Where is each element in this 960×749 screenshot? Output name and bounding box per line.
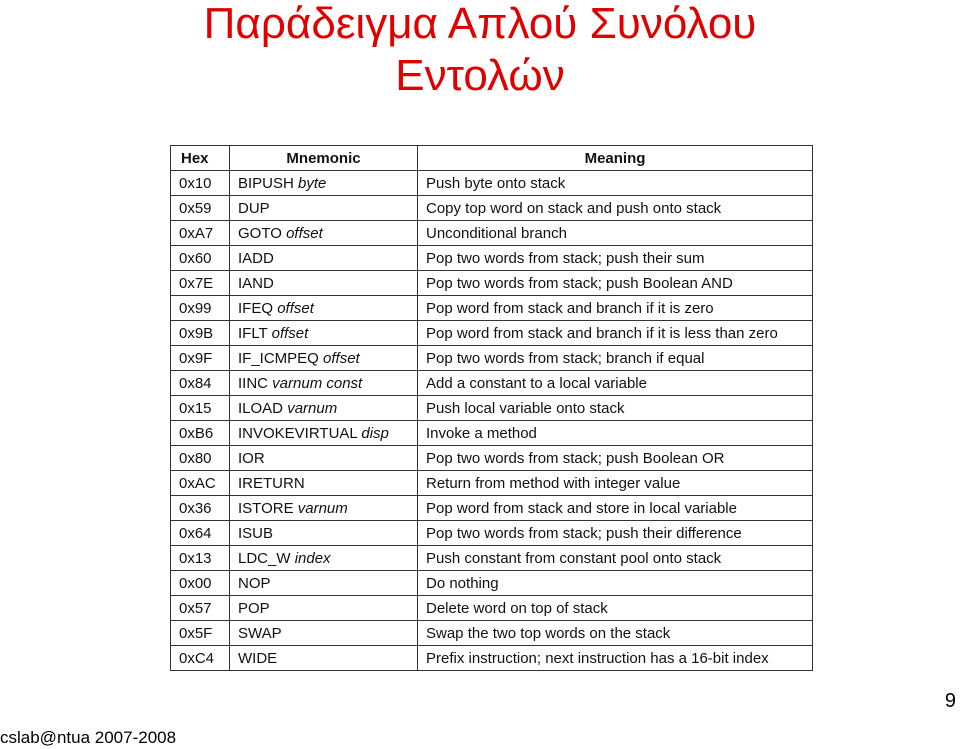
meaning-cell: Pop two words from stack; push their difference <box>418 521 813 546</box>
mnemonic-cell <box>230 446 418 471</box>
table-row <box>171 246 813 271</box>
hex-cell: 0x57 <box>171 596 230 621</box>
table-body <box>171 171 813 671</box>
table-row <box>171 271 813 296</box>
table-header-row <box>171 146 813 171</box>
mnemonic-operand: index <box>294 549 331 567</box>
meaning-cell: Pop word from stack and store in local variable <box>418 496 813 521</box>
meaning-cell: Pop two words from stack; push Boolean AND <box>418 271 813 296</box>
mnemonic-cell <box>230 571 418 596</box>
hex-cell: 0xA7 <box>171 221 230 246</box>
table-row <box>171 321 813 346</box>
mnemonic-name: ILOAD <box>238 399 284 417</box>
mnemonic-operand: offset <box>277 299 314 317</box>
mnemonic-name: IRETURN <box>238 474 305 492</box>
meaning-cell: Prefix instruction; next instruction has a 16-bit index <box>418 646 813 671</box>
slide-title <box>0 0 960 102</box>
table-row <box>171 446 813 471</box>
mnemonic-cell <box>230 471 418 496</box>
mnemonic-name: POP <box>238 599 270 617</box>
mnemonic-cell <box>230 271 418 296</box>
mnemonic-name: IADD <box>238 249 274 267</box>
mnemonic-name: DUP <box>238 199 270 217</box>
meaning-cell: Invoke a method <box>418 421 813 446</box>
mnemonic-operand: offset <box>323 349 360 367</box>
mnemonic-cell <box>230 346 418 371</box>
mnemonic-cell <box>230 321 418 346</box>
table-row <box>171 571 813 596</box>
table-row <box>171 371 813 396</box>
mnemonic-name: IFLT <box>238 324 268 342</box>
table-row <box>171 396 813 421</box>
table-row <box>171 421 813 446</box>
mnemonic-cell <box>230 646 418 671</box>
meaning-cell: Delete word on top of stack <box>418 596 813 621</box>
mnemonic-cell <box>230 546 418 571</box>
header-meaning: Meaning <box>418 146 813 171</box>
mnemonic-cell <box>230 221 418 246</box>
hex-cell: 0xAC <box>171 471 230 496</box>
table-row <box>171 171 813 196</box>
mnemonic-cell <box>230 621 418 646</box>
mnemonic-operand: varnum const <box>272 374 363 392</box>
meaning-cell: Push byte onto stack <box>418 171 813 196</box>
table-row <box>171 221 813 246</box>
page-number: 9 <box>944 690 956 712</box>
table-row <box>171 346 813 371</box>
header-hex: Hex <box>171 146 230 171</box>
mnemonic-cell <box>230 596 418 621</box>
hex-cell: 0x60 <box>171 246 230 271</box>
mnemonic-name: IAND <box>238 274 274 292</box>
mnemonic-cell <box>230 396 418 421</box>
mnemonic-cell <box>230 196 418 221</box>
table-row <box>171 521 813 546</box>
mnemonic-operand: offset <box>271 324 309 342</box>
mnemonic-operand: disp <box>361 424 389 442</box>
meaning-cell: Add a constant to a local variable <box>418 371 813 396</box>
hex-cell: 0x13 <box>171 546 230 571</box>
meaning-cell: Unconditional branch <box>418 221 813 246</box>
meaning-cell: Pop word from stack and branch if it is less than zero <box>418 321 813 346</box>
hex-cell: 0x80 <box>171 446 230 471</box>
mnemonic-cell <box>230 171 418 196</box>
mnemonic-operand: varnum <box>297 499 348 517</box>
mnemonic-cell <box>230 371 418 396</box>
meaning-cell: Push constant from constant pool onto stack <box>418 546 813 571</box>
mnemonic-name: BIPUSH <box>238 174 294 192</box>
meaning-cell: Pop two words from stack; push their sum <box>418 246 813 271</box>
hex-cell: 0x9B <box>171 321 230 346</box>
mnemonic-name: IINC <box>238 374 268 392</box>
hex-cell: 0xC4 <box>171 646 230 671</box>
table-row <box>171 546 813 571</box>
slide-title-line1: Παράδειγμα Απλού Συνόλου <box>203 0 757 48</box>
table-row <box>171 296 813 321</box>
mnemonic-name: IOR <box>238 449 265 467</box>
hex-cell: 0x99 <box>171 296 230 321</box>
meaning-cell: Pop word from stack and branch if it is zero <box>418 296 813 321</box>
meaning-cell: Copy top word on stack and push onto stack <box>418 196 813 221</box>
meaning-cell: Swap the two top words on the stack <box>418 621 813 646</box>
hex-cell: 0x64 <box>171 521 230 546</box>
hex-cell: 0x10 <box>171 171 230 196</box>
hex-cell: 0x9F <box>171 346 230 371</box>
mnemonic-name: IF_ICMPEQ <box>238 349 319 367</box>
table-row <box>171 596 813 621</box>
hex-cell: 0x15 <box>171 396 230 421</box>
mnemonic-name: WIDE <box>238 649 278 667</box>
mnemonic-name: GOTO <box>238 224 282 242</box>
hex-cell: 0x00 <box>171 571 230 596</box>
table-row <box>171 496 813 521</box>
meaning-cell: Return from method with integer value <box>418 471 813 496</box>
hex-cell: 0x5F <box>171 621 230 646</box>
meaning-cell: Do nothing <box>418 571 813 596</box>
mnemonic-cell <box>230 296 418 321</box>
header-mnemonic: Mnemonic <box>230 146 418 171</box>
hex-cell: 0x59 <box>171 196 230 221</box>
mnemonic-name: INVOKEVIRTUAL <box>238 424 358 442</box>
mnemonic-cell <box>230 421 418 446</box>
hex-cell: 0x84 <box>171 371 230 396</box>
mnemonic-name: NOP <box>238 574 271 592</box>
meaning-cell: Push local variable onto stack <box>418 396 813 421</box>
mnemonic-name: ISTORE <box>238 499 294 517</box>
hex-cell: 0xB6 <box>171 421 230 446</box>
footer-text: cslab@ntua 2007-2008 <box>0 728 177 747</box>
mnemonic-operand: varnum <box>287 399 338 417</box>
table-row <box>171 646 813 671</box>
hex-cell: 0x7E <box>171 271 230 296</box>
mnemonic-cell <box>230 496 418 521</box>
mnemonic-name: LDC_W <box>238 549 291 567</box>
mnemonic-name: ISUB <box>238 524 274 542</box>
mnemonic-name: IFEQ <box>238 299 274 317</box>
meaning-cell: Pop two words from stack; branch if equal <box>418 346 813 371</box>
meaning-cell: Pop two words from stack; push Boolean OR <box>418 446 813 471</box>
hex-cell: 0x36 <box>171 496 230 521</box>
mnemonic-cell <box>230 521 418 546</box>
instruction-set-table <box>170 145 813 671</box>
mnemonic-operand: byte <box>298 174 327 192</box>
table-row <box>171 621 813 646</box>
mnemonic-name: SWAP <box>238 624 282 642</box>
table-row <box>171 471 813 496</box>
table-row <box>171 196 813 221</box>
slide-title-line2: Εντολών <box>395 51 565 100</box>
mnemonic-operand: offset <box>286 224 323 242</box>
mnemonic-cell <box>230 246 418 271</box>
